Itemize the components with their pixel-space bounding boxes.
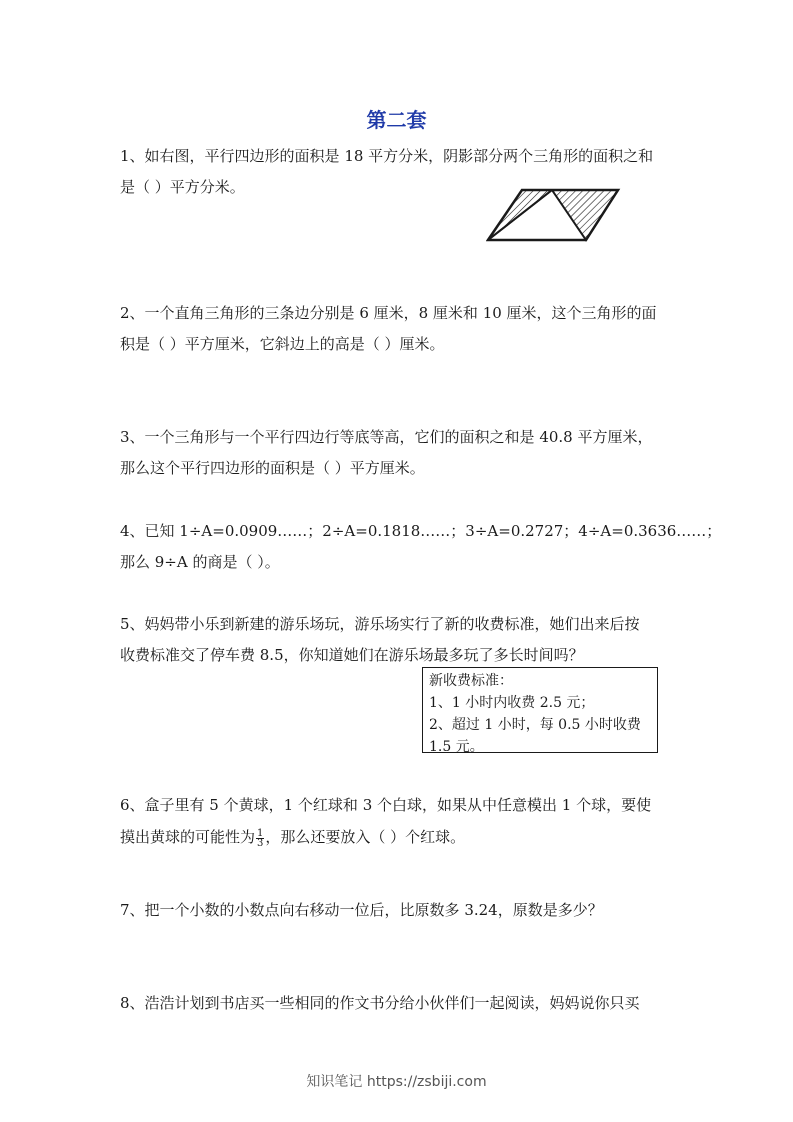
question-7-line-1: 7、把一个小数的小数点向右移动一位后，比原数多 3.24，原数是多少？ <box>120 901 603 919</box>
question-5-line-2: 收费标准交了停车费 8.5，你知道她们在游乐场最多玩了多长时间吗？ <box>120 646 584 664</box>
question-6-line-2-post: ，那么还要放入（ ）个红球。 <box>265 828 466 846</box>
question-6-line-2 <box>120 826 465 848</box>
question-1-line-1: 1、如右图，平行四边形的面积是 18 平方分米，阴影部分两个三角形的面积之和 <box>120 147 654 165</box>
question-3-line-1: 3、一个三角形与一个平行四边行等底等高，它们的面积之和是 40.8 平方厘米， <box>120 428 653 446</box>
fee-standard-box <box>422 667 658 753</box>
question-2-line-1: 2、一个直角三角形的三条边分别是 6 厘米，8 厘米和 10 厘米，这个三角形的面 <box>120 304 657 322</box>
shaded-triangle-right <box>552 190 618 240</box>
page-title: 第二套 <box>366 108 427 132</box>
fraction-numerator: 1 <box>257 827 264 839</box>
fee-rule-3: 1.5 元。 <box>429 739 484 755</box>
question-2-line-2: 积是（ ）平方厘米，它斜边上的高是（ ）厘米。 <box>120 335 445 353</box>
question-5-line-1: 5、妈妈带小乐到新建的游乐场玩，游乐场实行了新的收费标准，她们出来后按 <box>120 615 640 633</box>
fraction-denominator: 3 <box>257 837 264 849</box>
fraction-one-third <box>256 829 264 848</box>
question-1-line-2: 是（ ）平方分米。 <box>120 178 245 196</box>
question-4-line-1: 4、已知 1÷A=0.0909……；2÷A=0.1818……；3÷A=0.2727；4÷A=0.3636……； <box>120 522 722 540</box>
question-6-line-1: 6、盒子里有 5 个黄球，1 个红球和 3 个白球，如果从中任意模出 1 个球，要使 <box>120 796 652 814</box>
fee-rule-2: 2、超过 1 小时，每 0.5 小时收费 <box>429 717 641 733</box>
question-3-line-2: 那么这个平行四边形的面积是（ ）平方厘米。 <box>120 459 425 477</box>
fee-rule-1: 1、1 小时内收费 2.5 元； <box>429 695 595 711</box>
question-6-line-2-pre: 摸出黄球的可能性为 <box>120 828 256 846</box>
question-4-line-2: 那么 9÷A 的商是（ ）。 <box>120 553 280 571</box>
parallelogram-figure <box>486 188 622 244</box>
footer-watermark: 知识笔记 https://zsbiji.com <box>306 1074 487 1090</box>
fee-box-heading: 新收费标准： <box>429 673 513 689</box>
question-8-line-1: 8、浩浩计划到书店买一些相同的作文书分给小伙伴们一起阅读，妈妈说你只买 <box>120 994 640 1012</box>
